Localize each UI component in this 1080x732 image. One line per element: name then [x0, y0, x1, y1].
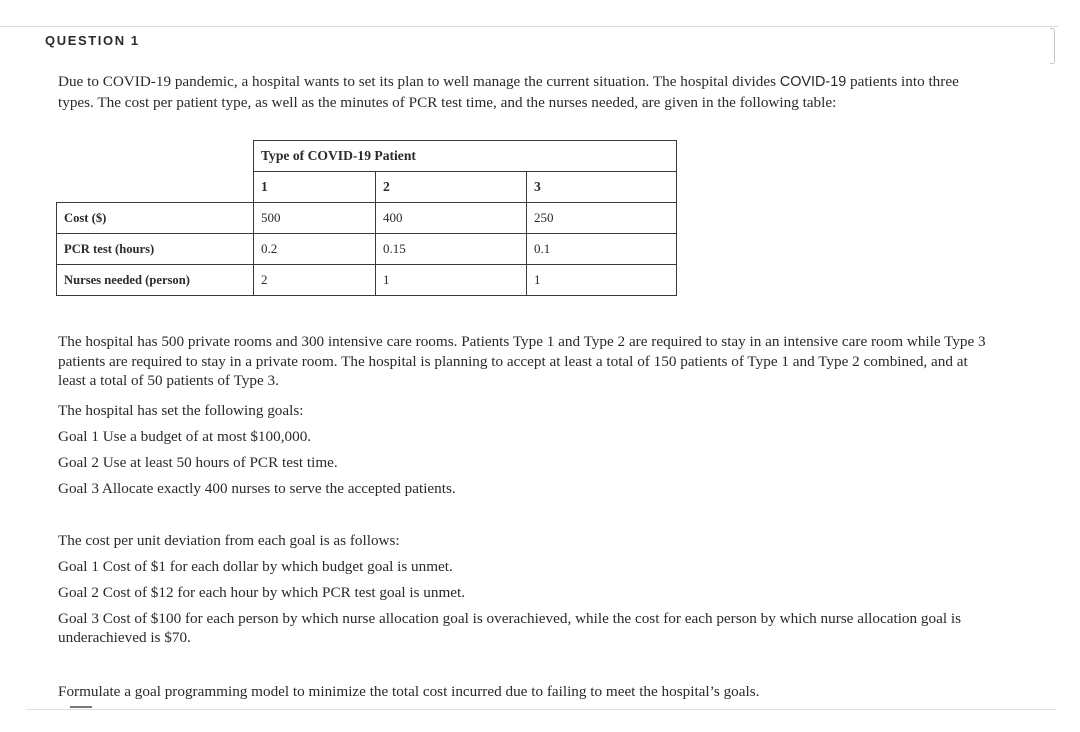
bottom-scroll-mark	[70, 706, 92, 708]
table-cell: 1	[376, 265, 527, 296]
intro-text-part2: COVID-19	[779, 74, 847, 90]
intro-text-part1: Due to COVID-19 pandemic, a hospital wants to set its plan to well manage the current situation. The hospital divides	[58, 73, 780, 90]
cost-goal-1: Goal 1 Cost of $1 for each dollar by which budget goal is unmet.	[58, 558, 453, 575]
bottom-divider	[26, 709, 1056, 710]
type-header-3: 3	[527, 172, 677, 203]
table-type-header-row	[57, 172, 677, 203]
cost-goal-2: Goal 2 Cost of $12 for each hour by which PCR test goal is unmet.	[58, 584, 466, 601]
task-statement: Formulate a goal programming model to minimize the total cost incurred due to failing to meet the hospital’s goals.	[58, 683, 760, 700]
row-label-pcr: PCR test (hours)	[57, 234, 254, 265]
goals-intro: The hospital has set the following goals:	[58, 402, 304, 419]
scroll-indicator	[1050, 28, 1055, 64]
table-cell: 0.15	[376, 234, 527, 265]
table-cell: 500	[254, 203, 376, 234]
table-row	[57, 265, 677, 296]
top-divider	[0, 26, 1058, 27]
table-row	[57, 203, 677, 234]
goal-3: Goal 3 Allocate exactly 400 nurses to serve the accepted patients.	[58, 480, 456, 497]
goal-2: Goal 2 Use at least 50 hours of PCR test time.	[58, 454, 338, 471]
patient-cost-table	[56, 140, 677, 296]
table-cell: 1	[527, 265, 677, 296]
type-header-2: 2	[376, 172, 527, 203]
table-group-header: Type of COVID-19 Patient	[254, 141, 677, 172]
goal-1: Goal 1 Use a budget of at most $100,000.	[58, 428, 312, 445]
table-cell: 0.2	[254, 234, 376, 265]
table-row	[57, 234, 677, 265]
type-header-1: 1	[254, 172, 376, 203]
table-cell: 2	[254, 265, 376, 296]
costs-intro: The cost per unit deviation from each goal is as follows:	[58, 532, 400, 549]
cost-goal-3: Goal 3 Cost of $100 for each person by which nurse allocation goal is overachieved, while the cost for each person by which nurse allocation goal is underachieved is $70.	[58, 610, 961, 646]
intro-paragraph	[58, 72, 998, 112]
table-cell: 250	[527, 203, 677, 234]
constraints-paragraph: The hospital has 500 private rooms and 300 intensive care rooms. Patients Type 1 and Type 2 are required to stay in an intensive care room while Type 3 patients are required to stay in a private room. The hospital is planning to accept at least a total of 150 patients of Type 1 and Type 2 combined, and at least a total of 50 patients of Type 3.	[58, 333, 986, 389]
row-label-cost: Cost ($)	[57, 203, 254, 234]
table-group-header-row	[57, 141, 677, 172]
question-heading: QUESTION 1	[45, 33, 140, 48]
intro-text-part3: patients into three types. The cost per patient type, as well as the minutes of PCR test time, and the nurses needed, are given in the following table:	[58, 73, 959, 111]
table-cell: 400	[376, 203, 527, 234]
table-cell: 0.1	[527, 234, 677, 265]
row-label-nurses: Nurses needed (person)	[57, 265, 254, 296]
